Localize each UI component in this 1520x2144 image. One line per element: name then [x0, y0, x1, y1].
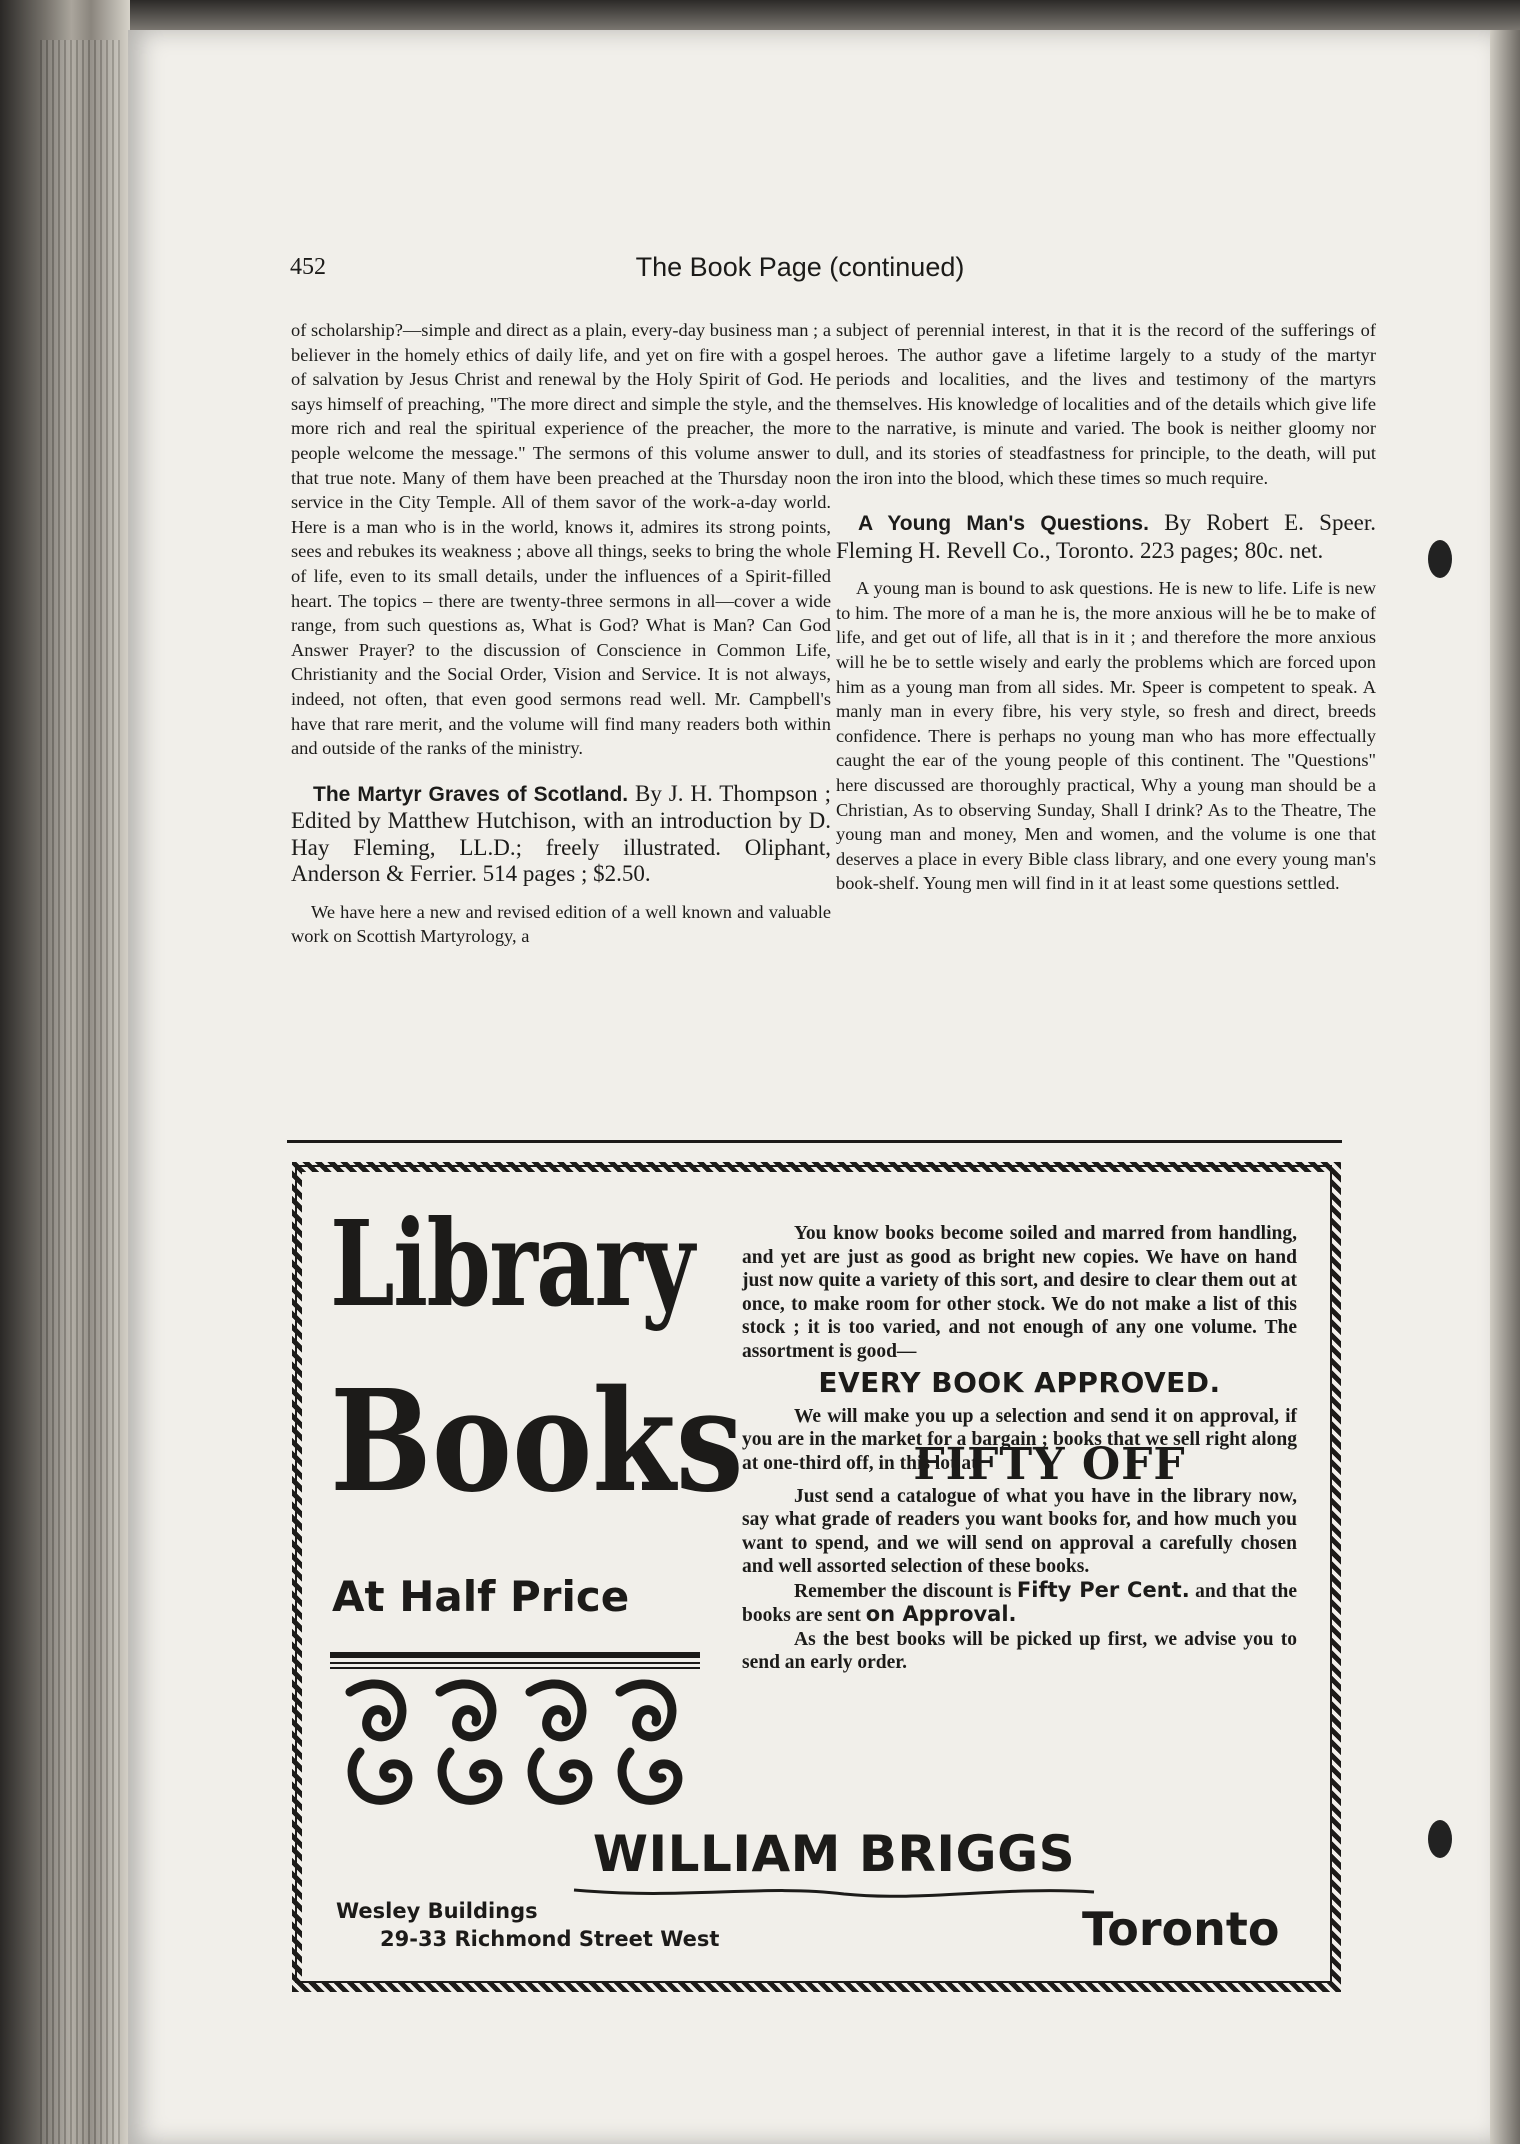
right-paragraph-1: subject of perennial interest, in that it is the record of the sufferings of heroes. The author gave a lifetime largely to a study of the martyr periods and localities, and the lives and testimony of the martyrs themselves. His knowledge of localities and of the details which give life to the narrative, is minute and varied. The book is neither gloomy nor dull, and its stories of steadfastness for principle, to the death, will put the iron into the blood, which these times so much require. [836, 320, 1376, 488]
ad-every-book-approved: EVERY BOOK APPROVED. [818, 1366, 1221, 1399]
right-paragraph-2: A young man is bound to ask questions. He is new to life. Life is new to him. The more of a man he is, the more anxious will he be to make of life, and get out of life, all that is in it ; and therefore the more anxious will he be to settle wisely and early the problems which are forced upon him as a young man from all sides. Mr. Speer is competent to speak. A manly man in every fibre, his very style, so fresh and direct, breeds confidence. There is perhaps no young man who has more effectually caught the ear of the young people of this continent. The "Questions" here discussed are thoroughly practical, Why a young man should be a Christian, As to observing Sunday, Shall I drink? As to the Theatre, The young man and money, Men and women, and the volume is one that deserves a place in every Bible class library, and one every young man's book-shelf. Young men will find in it at least some questions settled. [836, 578, 1376, 894]
ad-headline-books: Books [330, 1360, 744, 1524]
review-title: A Young Man's Questions. [858, 512, 1149, 536]
ad-paragraph-3: Just send a catalogue of what you have in the library now, say what grade of readers you want books for, and how much you want to spend, and we will send on approval a carefully chosen and well assorted selection of these books. [742, 1485, 1297, 1577]
ad-address [336, 1897, 719, 1953]
ad-approval-lead: and that the books are sent [742, 1580, 1298, 1626]
advertisement [292, 1162, 1341, 1992]
book-spine [0, 0, 130, 2144]
ad-paragraph-5: As the best books will be picked up first, we advise you to send an early order. [742, 1628, 1297, 1673]
left-column [291, 318, 831, 949]
right-column [836, 318, 1376, 896]
ad-on-approval: on Approval. [865, 1602, 1017, 1626]
review-title: The Martyr Graves of Scotland. [313, 782, 629, 806]
ad-subhead: At Half Price [332, 1572, 630, 1621]
ad-city: Toronto [1082, 1902, 1280, 1956]
ad-body-text [742, 1222, 1297, 1675]
section-divider [287, 1140, 1342, 1143]
review-heading-young-mans-questions [836, 510, 1376, 564]
ad-discount-amount: Fifty Per Cent. [1016, 1577, 1190, 1602]
ad-paragraph-1: You know books become soiled and marred from handling, and yet are just as good as bright new copies. We have on hand just now quite a variety of this sort, and desire to clear them out at once, to make room for other stock. We do not make a list of this stock ; it is too varied, and not enough of any one volume. The assortment is good— [742, 1223, 1297, 1362]
ad-discount-lead: Remember the discount is [794, 1580, 1012, 1602]
ad-fifty-off: FIFTY OFF [913, 1439, 1186, 1490]
binding-hole-lower [1428, 1820, 1452, 1858]
ad-address-building: Wesley Buildings [336, 1899, 538, 1923]
ad-headline-library: Library [330, 1194, 694, 1333]
left-paragraph-2: We have here a new and revised edition of a well known and valuable work on Scottish Martyrology, a [291, 901, 831, 947]
review-heading-martyr-graves [291, 781, 831, 888]
binding-hole-upper [1428, 540, 1452, 578]
ad-publisher-name: WILLIAM BRIGGS [592, 1825, 1076, 1883]
page-number: 452 [290, 254, 326, 280]
page-right-edge [1490, 30, 1520, 2144]
ad-paragraph-4 [742, 1579, 1297, 1628]
left-paragraph-1: of scholarship?—simple and direct as a plain, every-day business man ; a believer in the homely ethics of daily life, and yet on fire with a gospel of salvation by Jesus Christ and renewal by the Holy Spirit of God. He says himself of preaching, "The more direct and simple the style, and the more rich and real the spiritual experience of the preacher, the more people welcome the message." The sermons of this volume answer to that true note. Many of them have been preached at the Thursday noon service in the City Temple. All of them savor of the work-a-day world. Here is a man who is in the world, knows it, admires its strong points, sees and rebukes its weakness ; above all things, seeks to bring the whole of life, even to its small details, under the influences of a Spirit-filled heart. The topics – there are twenty-three sermons in all—cover a wide range, from such questions as, What is God? What is Man? Can God Answer Prayer? to the discussion of Conscience in Common Life, Christianity and the Social Order, Vision and Service. It is not always, indeed, not often, that even good sermons read well. Mr. Campbell's have that rare merit, and the volume will find many readers both within and outside of the ranks of the ministry. [291, 320, 831, 759]
running-head: The Book Page (continued) [635, 252, 965, 282]
ad-paragraph-2: We will make you up a selection and send it on approval, if you are in the market for a bargain ; books that we sell right along at one-third off, in this lot at [742, 1405, 1297, 1474]
review-details: By J. H. Thompson ; Edited by Matthew Hutchison, with an introduction by D. Hay Fleming, LL.D.; freely illustrated. Oliphant, Anderson & Ferrier. 514 pages ; $2.50. [291, 780, 831, 887]
scroll-ornament [330, 1652, 700, 1822]
review-details: By Robert E. Speer. Fleming H. Revell Co., Toronto. 223 pages; 80c. net. [836, 510, 1376, 563]
ad-address-street: 29-33 Richmond Street West [380, 1927, 720, 1951]
